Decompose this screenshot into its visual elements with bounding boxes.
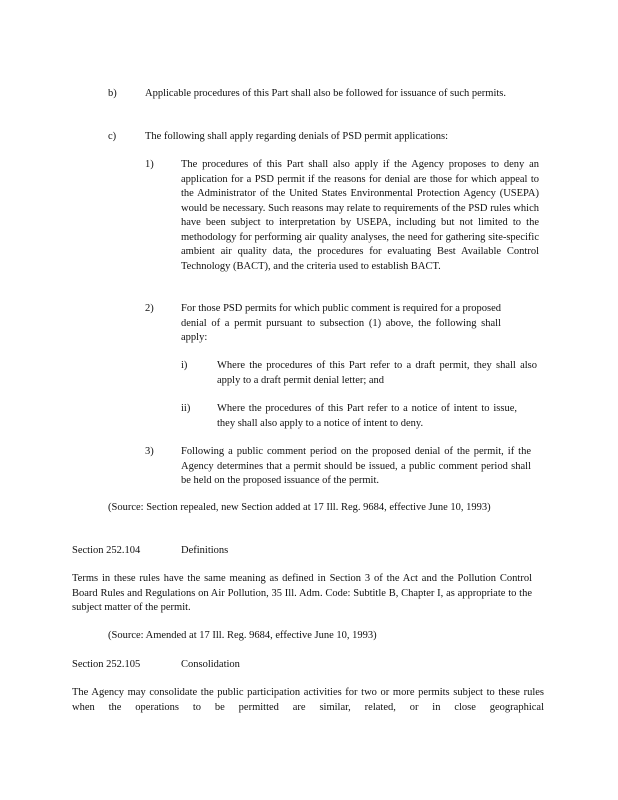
item-label: ii) <box>181 403 191 414</box>
item-label: b) <box>108 88 117 99</box>
section-number: Section 252.104 <box>72 545 141 556</box>
item-label: c) <box>108 131 117 142</box>
item-label: 2) <box>145 303 154 314</box>
item-label: 3) <box>145 446 154 457</box>
section-title: Definitions <box>181 545 229 556</box>
paragraph-text: Applicable procedures of this Part shall also be followed for issuance of such permits. <box>145 88 506 99</box>
paragraph-text: The procedures of this Part shall also apply if the Agency proposes to deny an application for a PSD permit if the reasons for denial are those for which appeal to the Administrator of the United States Environmental Protection Agency (USEPA) would be necessary. Such reasons may relate to requirements of the PSD rules which have been subject to interpretation by USEPA, including but not limited to the methodology for performing air quality analyses, the need for gathering site-specific ambient air quality data, the procedures for evaluating Best Available Control Technology (BACT), and the criteria used to establish BACT. <box>181 159 539 272</box>
section-body: The Agency may consolidate the public participation activities for two or more permits subject to these rules when the operations to be permitted are similar, related, or in close geographical <box>72 687 544 713</box>
source-note: (Source: Section repealed, new Section added at 17 Ill. Reg. 9684, effective June 10, 1993) <box>108 502 491 513</box>
section-body: Terms in these rules have the same meaning as defined in Section 3 of the Act and the Pollution Control Board Rules and Regulations on Air Pollution, 35 Ill. Adm. Code: Subtitle B, Chapter I, as appropriate to the subject matter of the permit. <box>72 573 532 613</box>
item-label: i) <box>181 360 188 371</box>
section-title: Consolidation <box>181 659 240 670</box>
paragraph-text: For those PSD permits for which public comment is required for a proposed denial of a permit pursuant to subsection (1) above, the following shall apply: <box>181 303 501 343</box>
paragraph-text: Where the procedures of this Part refer to a notice of intent to issue, they shall also apply to a notice of intent to deny. <box>217 403 517 429</box>
paragraph-text: Where the procedures of this Part refer to a draft permit, they shall also apply to a draft permit denial letter; and <box>217 360 537 386</box>
source-note: (Source: Amended at 17 Ill. Reg. 9684, effective June 10, 1993) <box>108 630 377 641</box>
item-label: 1) <box>145 159 154 170</box>
paragraph-text: Following a public comment period on the proposed denial of the permit, if the Agency determines that a permit should be issued, a public comment period shall be held on the proposed issuance of the permit. <box>181 446 531 486</box>
section-number: Section 252.105 <box>72 659 141 670</box>
paragraph-text: The following shall apply regarding denials of PSD permit applications: <box>145 131 448 142</box>
